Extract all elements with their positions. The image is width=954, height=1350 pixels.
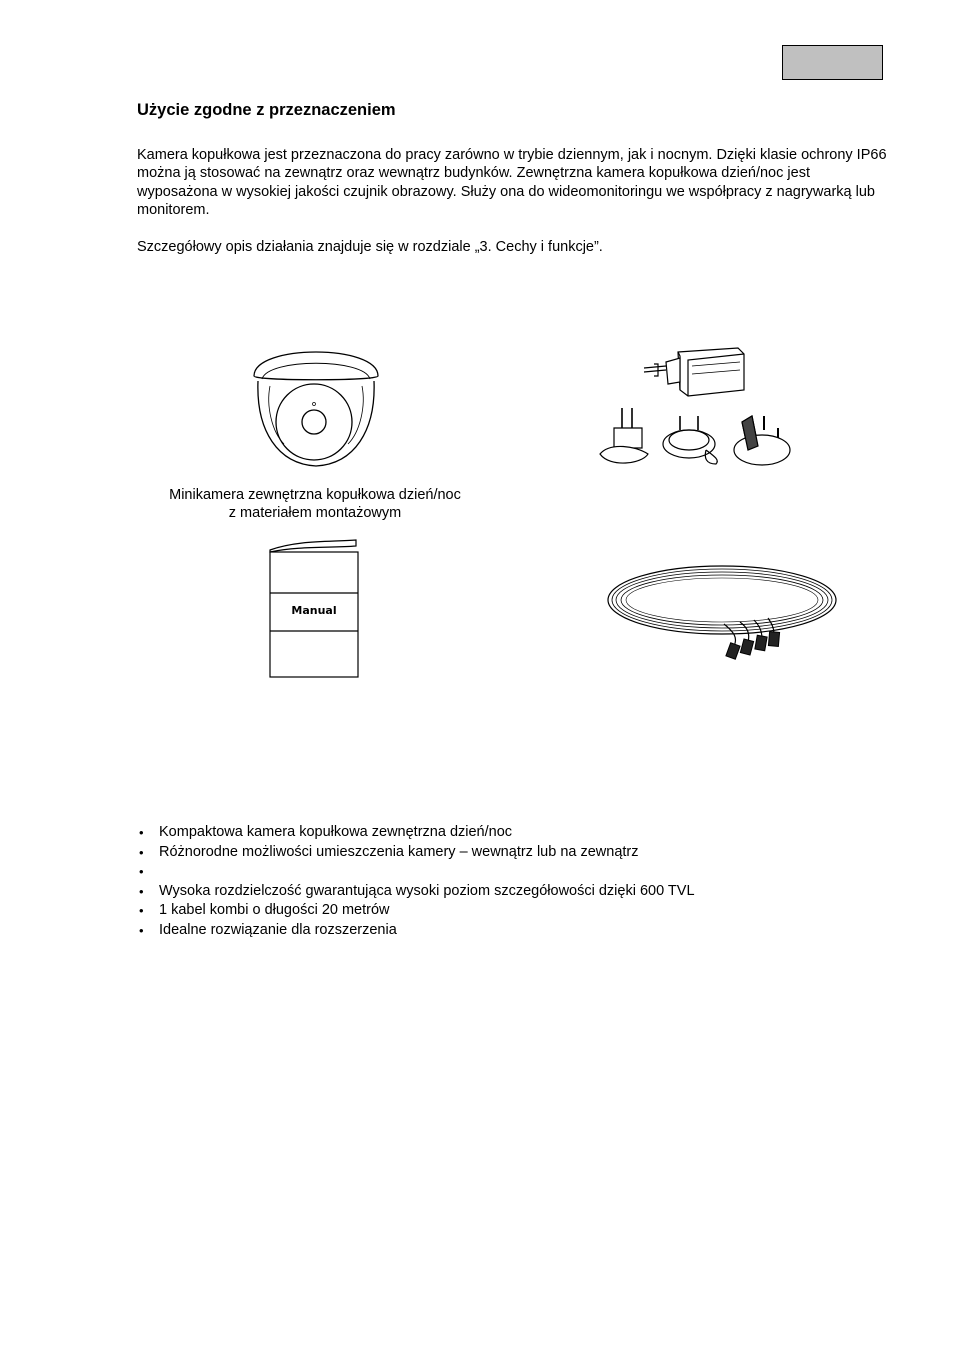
camera-caption-line-1: Minikamera zewnętrzna kopułkowa dzień/noc xyxy=(169,487,461,503)
language-tab xyxy=(782,45,883,80)
intro-paragraph: Kamera kopułkowa jest przeznaczona do pracy zarówno w trybie dziennym, jak i nocnym. Dzięki klasie ochrony IP66 można ją stosować na zewnątrz oraz wewnątrz budynków. Zewnętrzna kamera kopułkowa dzień/noc jest wyposażona w wysokiej jakości czujnik obrazowy. Służy ona do wideomonitoringu we współpracy z nagrywarką lub monitorem. xyxy=(137,147,887,218)
manual-booklet-illustration xyxy=(268,538,362,680)
list-item xyxy=(137,901,695,921)
bullet: • xyxy=(139,922,144,938)
bullet: • xyxy=(139,844,144,860)
feature-text: Różnorodne możliwości umieszczenia kamery – wewnątrz lub na zewnątrz xyxy=(159,843,639,860)
feature-text: Wysoka rozdzielczość gwarantująca wysoki poziom szczegółowości dzięki 600 TVL xyxy=(159,882,695,899)
section-heading: Użycie zgodne z przeznaczeniem xyxy=(137,101,396,119)
camera-caption-line-2: z materiałem montażowym xyxy=(228,505,402,521)
list-item xyxy=(137,882,695,902)
bullet: • xyxy=(139,883,144,899)
bullet: • xyxy=(139,864,144,880)
power-adapter-illustration xyxy=(596,346,806,472)
feature-text: Idealne rozwiązanie dla rozszerzenia xyxy=(159,921,397,938)
feature-text: 1 kabel kombi o długości 20 metrów xyxy=(159,902,390,919)
dome-camera-illustration xyxy=(248,336,384,474)
list-item xyxy=(137,843,695,863)
list-item xyxy=(137,921,695,941)
feature-list xyxy=(137,823,695,941)
camera-caption xyxy=(140,486,490,522)
feature-text: Kompaktowa kamera kopułkowa zewnętrzna dzień/noc xyxy=(159,824,513,840)
bullet: • xyxy=(139,825,144,840)
combo-cable-illustration xyxy=(604,562,844,666)
bullet: • xyxy=(139,903,144,919)
list-item xyxy=(137,823,695,843)
reference-paragraph: Szczegółowy opis działania znajduje się w rozdziale „3. Cechy i funkcje”. xyxy=(137,239,603,255)
manual-label: Manual xyxy=(291,604,337,617)
list-item xyxy=(137,862,695,882)
